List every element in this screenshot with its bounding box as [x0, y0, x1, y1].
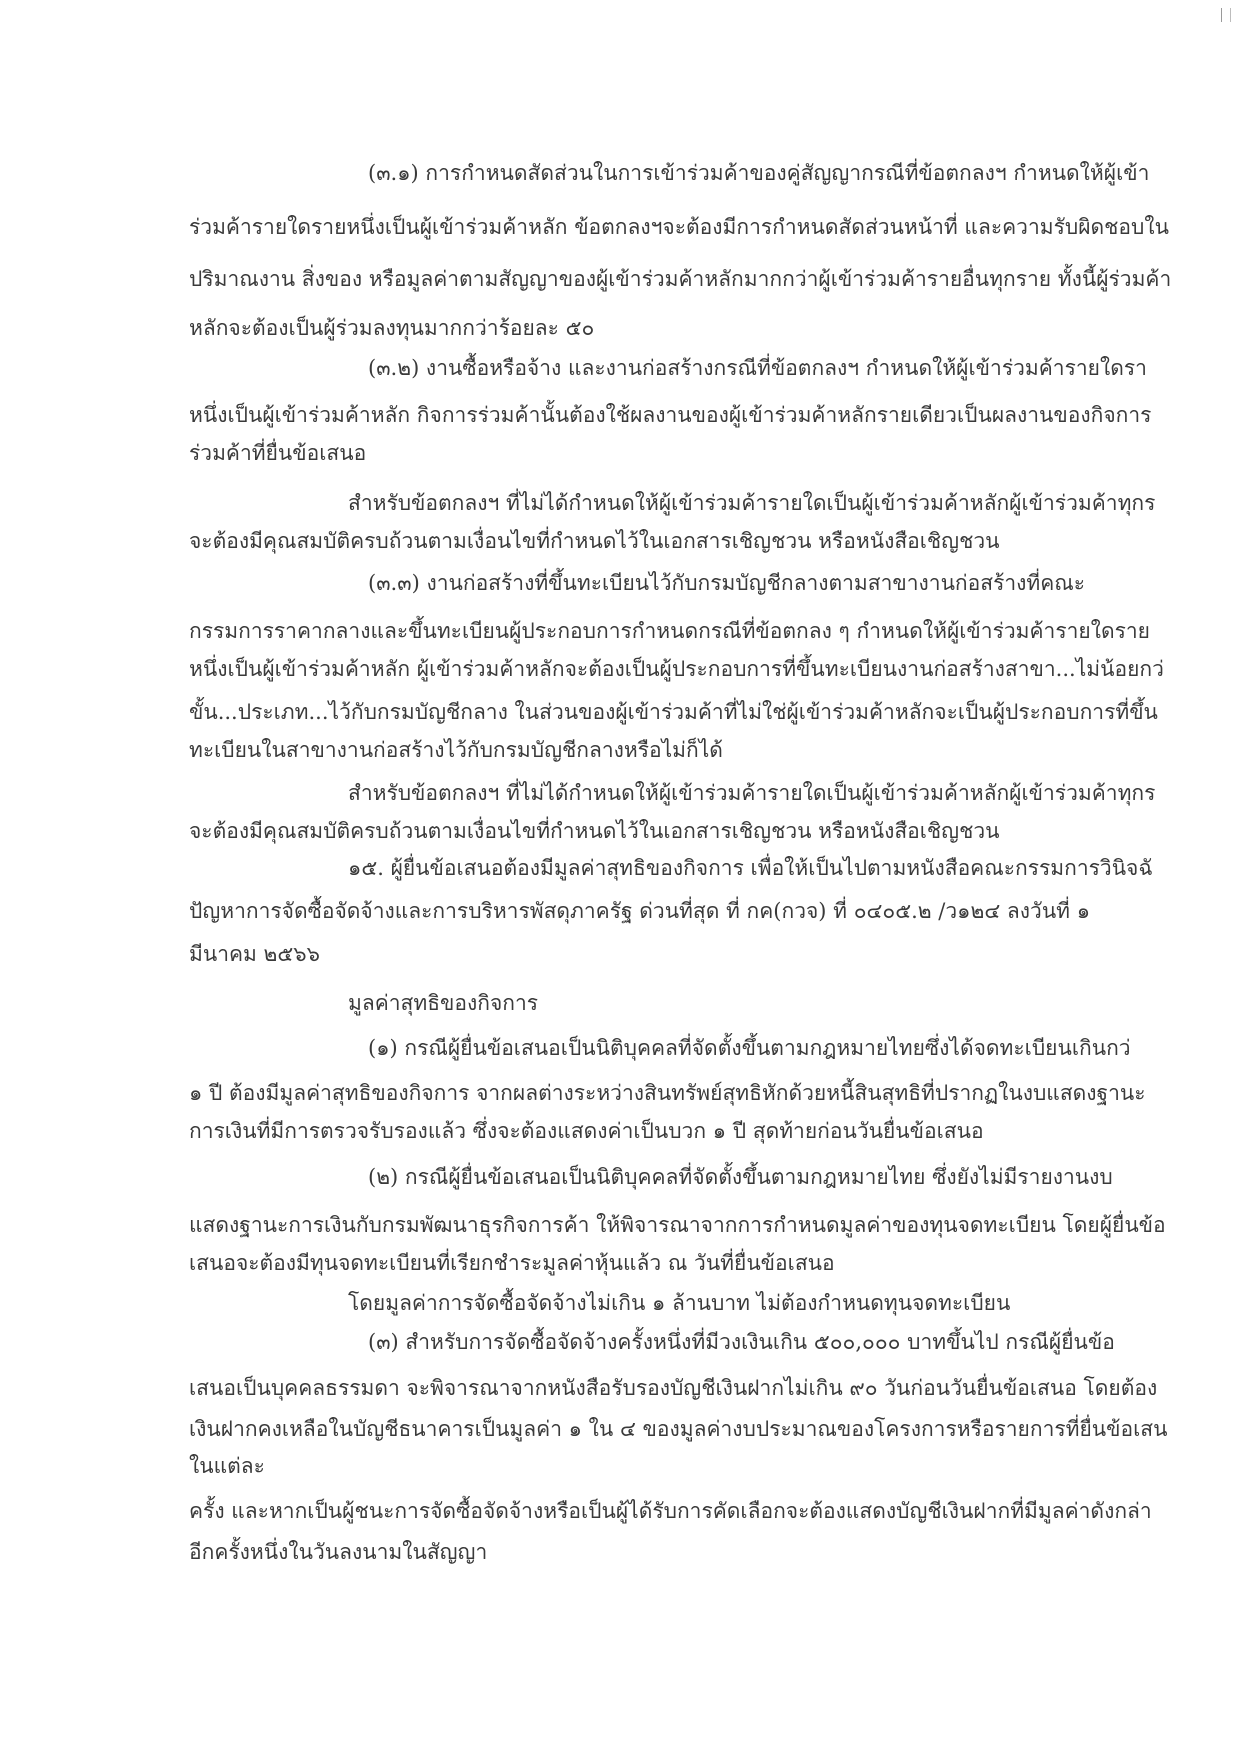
page-edge-mark — [1221, 8, 1231, 22]
joint-note-1-line-2: จะต้องมีคุณสมบัติครบถ้วนตามเงื่อนไขที่กำหนดไว้ในเอกสารเชิญชวน หรือหนังสือเชิญชวน — [189, 529, 1000, 553]
item-3-line-6: อีกครั้งหนึ่งในวันลงนามในสัญญา — [189, 1540, 488, 1564]
item-2-line-3: เสนอจะต้องมีทุนจดทะเบียนที่เรียกชำระมูลค่าหุ้นแล้ว ณ วันที่ยื่นข้อเสนอ — [189, 1251, 835, 1275]
para-3-2-line-2: หนึ่งเป็นผู้เข้าร่วมค้าหลัก กิจการร่วมค้านั้นต้องใช้ผลงานของผู้เข้าร่วมค้าหลักรายเดียวเป็นผลงานของกิจการ — [189, 403, 1152, 427]
para-3-1-line-4: หลักจะต้องเป็นผู้ร่วมลงทุนมากกว่าร้อยละ ๕๐ — [189, 316, 595, 340]
item-3-line-1: (๓) สำหรับการจัดซื้อจัดจ้างครั้งหนึ่งที่มีวงเงินเกิน ๕๐๐,๐๐๐ บาทขึ้นไป กรณีผู้ยื่นข้อ — [368, 1330, 1115, 1354]
item-2-line-1: (๒) กรณีผู้ยื่นข้อเสนอเป็นนิติบุคคลที่จัดตั้งขึ้นตามกฎหมายไทย ซึ่งยังไม่มีรายงานงบ — [368, 1165, 1113, 1189]
para-3-1-line-2: ร่วมค้ารายใดรายหนึ่งเป็นผู้เข้าร่วมค้าหลัก ข้อตกลงฯจะต้องมีการกำหนดสัดส่วนหน้าที่ และความรับผิดชอบใน — [189, 215, 1169, 239]
para-3-1-line-1: (๓.๑) การกำหนดสัดส่วนในการเข้าร่วมค้าของคู่สัญญากรณีที่ข้อตกลงฯ กำหนดให้ผู้เข้า — [368, 161, 1150, 185]
para-3-3-line-1: (๓.๓) งานก่อสร้างที่ขึ้นทะเบียนไว้กับกรมบัญชีกลางตามสาขางานก่อสร้างที่คณะ — [368, 571, 1086, 595]
clause-15-line-2: ปัญหาการจัดซื้อจัดจ้างและการบริหารพัสดุภาครัฐ ด่วนที่สุด ที่ กค(กวจ) ที่ ๐๔๐๕.๒ /ว๑๒๔ ลงวันที่ ๑ — [189, 899, 1091, 923]
joint-note-2-line-1: สำหรับข้อตกลงฯ ที่ไม่ได้กำหนดให้ผู้เข้าร่วมค้ารายใดเป็นผู้เข้าร่วมค้าหลักผู้เข้าร่วมค้าทุกร — [348, 781, 1156, 805]
para-3-3-line-2: กรรมการราคากลางและขึ้นทะเบียนผู้ประกอบการกำหนดกรณีที่ข้อตกลง ๆ กำหนดให้ผู้เข้าร่วมค้ารายใดราย — [189, 619, 1150, 643]
item-3-line-3: เงินฝากคงเหลือในบัญชีธนาคารเป็นมูลค่า ๑ ใน ๔ ของมูลค่างบประมาณของโครงการหรือรายการที่ยื่นข้อเสน — [189, 1417, 1168, 1441]
capital-note: โดยมูลค่าการจัดซื้อจัดจ้างไม่เกิน ๑ ล้านบาท ไม่ต้องกำหนดทุนจดทะเบียน — [348, 1291, 1011, 1315]
item-3-line-4: ในแต่ละ — [189, 1454, 265, 1478]
joint-note-1-line-1: สำหรับข้อตกลงฯ ที่ไม่ได้กำหนดให้ผู้เข้าร่วมค้ารายใดเป็นผู้เข้าร่วมค้าหลักผู้เข้าร่วมค้าทุกร — [348, 491, 1156, 515]
item-3-line-5: ครั้ง และหากเป็นผู้ชนะการจัดซื้อจัดจ้างหรือเป็นผู้ได้รับการคัดเลือกจะต้องแสดงบัญชีเงินฝากที่มีมูลค่าดังกล่า — [189, 1499, 1152, 1523]
item-1-line-2: ๑ ปี ต้องมีมูลค่าสุทธิของกิจการ จากผลต่างระหว่างสินทรัพย์สุทธิหักด้วยหนี้สินสุทธิที่ปรากฏในงบแสดงฐานะ — [189, 1081, 1146, 1105]
item-3-line-2: เสนอเป็นบุคคลธรรมดา จะพิจารณาจากหนังสือรับรองบัญชีเงินฝากไม่เกิน ๙๐ วันก่อนวันยื่นข้อเสนอ โดยต้อง — [189, 1376, 1158, 1400]
para-3-3-line-4: ขั้น...ประเภท...ไว้กับกรมบัญชีกลาง ในส่วนของผู้เข้าร่วมค้าที่ไม่ใช่ผู้เข้าร่วมค้าหลักจะเป็นผู้ประกอบการที่ขึ้น — [189, 700, 1158, 724]
para-3-1-line-3: ปริมาณงาน สิ่งของ หรือมูลค่าตามสัญญาของผู้เข้าร่วมค้าหลักมากกว่าผู้เข้าร่วมค้ารายอื่นทุกราย ทั้งนี้ผู้ร่วมค้า — [189, 267, 1172, 291]
para-3-2-line-3: ร่วมค้าที่ยื่นข้อเสนอ — [189, 441, 367, 465]
item-1-line-1: (๑) กรณีผู้ยื่นข้อเสนอเป็นนิติบุคคลที่จัดตั้งขึ้นตามกฎหมายไทยซึ่งได้จดทะเบียนเกินกว่ — [368, 1036, 1131, 1060]
para-3-2-line-1: (๓.๒) งานซื้อหรือจ้าง และงานก่อสร้างกรณีที่ข้อตกลงฯ กำหนดให้ผู้เข้าร่วมค้ารายใดรา — [368, 356, 1147, 380]
clause-15-line-1: ๑๕. ผู้ยื่นข้อเสนอต้องมีมูลค่าสุทธิของกิจการ เพื่อให้เป็นไปตามหนังสือคณะกรรมการวินิจฉั — [348, 856, 1153, 880]
para-3-3-line-3: หนึ่งเป็นผู้เข้าร่วมค้าหลัก ผู้เข้าร่วมค้าหลักจะต้องเป็นผู้ประกอบการที่ขึ้นทะเบียนงานก่อสร้างสาขา...ไม่น้อยกว่ — [189, 657, 1164, 681]
item-1-line-3: การเงินที่มีการตรวจรับรองแล้ว ซึ่งจะต้องแสดงค่าเป็นบวก ๑ ปี สุดท้ายก่อนวันยื่นข้อเสนอ — [189, 1119, 984, 1143]
para-3-3-line-5: ทะเบียนในสาขางานก่อสร้างไว้กับกรมบัญชีกลางหรือไม่ก็ได้ — [189, 738, 723, 762]
item-2-line-2: แสดงฐานะการเงินกับกรมพัฒนาธุรกิจการค้า ให้พิจารณาจากการกำหนดมูลค่าของทุนจดทะเบียน โดยผู้ยื่นข้อ — [189, 1213, 1166, 1237]
clause-15-line-3: มีนาคม ๒๕๖๖ — [189, 942, 320, 966]
joint-note-2-line-2: จะต้องมีคุณสมบัติครบถ้วนตามเงื่อนไขที่กำหนดไว้ในเอกสารเชิญชวน หรือหนังสือเชิญชวน — [189, 819, 1000, 843]
net-worth-heading: มูลค่าสุทธิของกิจการ — [348, 991, 539, 1015]
